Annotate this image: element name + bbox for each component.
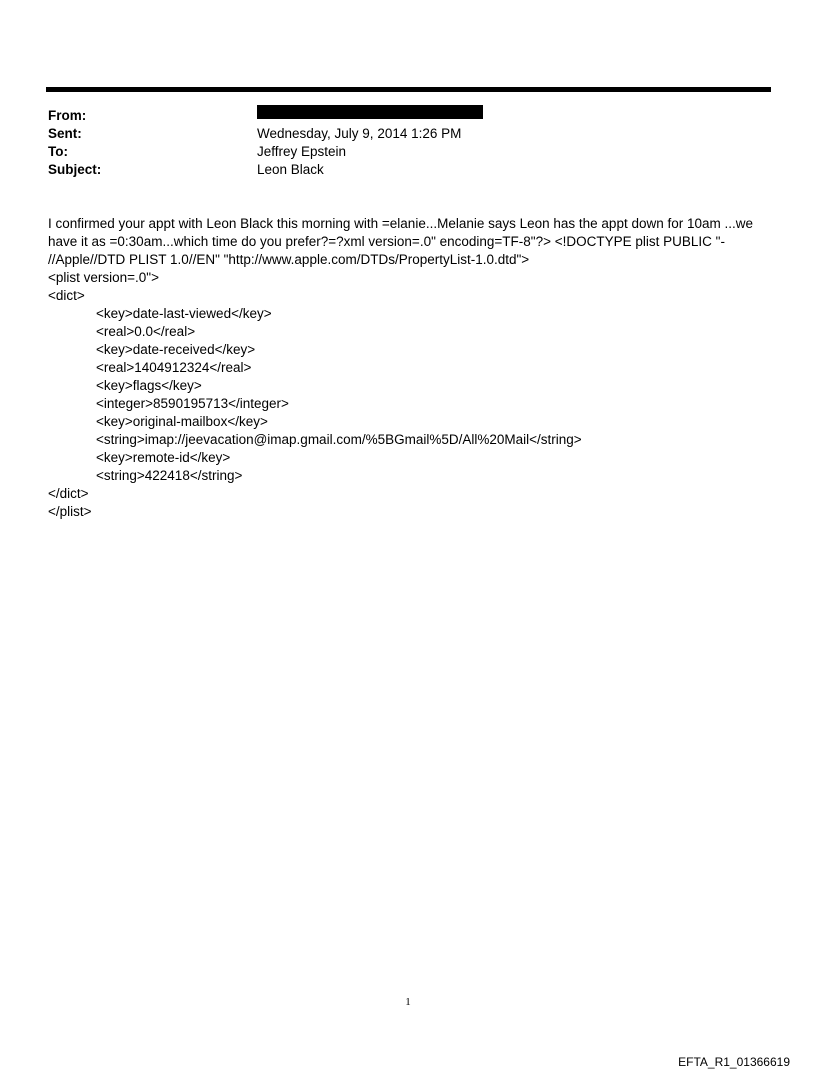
to-label: To: xyxy=(48,144,68,159)
dict-line: <string>422418</string> xyxy=(96,468,243,483)
email-header xyxy=(48,107,768,179)
document-id: EFTA_R1_01366619 xyxy=(678,1055,790,1069)
dict-line: <integer>8590195713</integer> xyxy=(96,396,289,411)
subject-value: Leon Black xyxy=(257,162,324,177)
sent-value: Wednesday, July 9, 2014 1:26 PM xyxy=(257,126,462,141)
sent-row xyxy=(48,125,768,143)
from-row xyxy=(48,107,768,125)
dict-line: <key>date-received</key> xyxy=(96,342,256,357)
email-body xyxy=(48,215,768,521)
from-value xyxy=(257,107,768,125)
body-line: have it as =0:30am...which time do you prefer?=?xml version=.0" encoding=TF-8"?> <!DOCTYPE plist PUBLIC "- xyxy=(48,234,725,249)
subject-label: Subject: xyxy=(48,162,102,177)
from-label: From: xyxy=(48,108,87,123)
dict-line: <key>remote-id</key> xyxy=(96,450,231,465)
dict-line: <key>original-mailbox</key> xyxy=(96,414,268,429)
body-line: //Apple//DTD PLIST 1.0//EN" "http://www.apple.com/DTDs/PropertyList-1.0.dtd"> xyxy=(48,252,530,267)
subject-row xyxy=(48,161,768,179)
dict-line: <key>date-last-viewed</key> xyxy=(96,306,272,321)
redaction-bar xyxy=(257,105,483,119)
dict-line: <string>imap://jeevacation@imap.gmail.com/%5BGmail%5D/All%20Mail</string> xyxy=(96,432,582,447)
dict-line: <real>0.0</real> xyxy=(96,324,196,339)
dict-close-line: </dict> xyxy=(48,486,89,501)
dict-line: <key>flags</key> xyxy=(96,378,202,393)
dict-open-line: <dict> xyxy=(48,288,85,303)
body-line: I confirmed your appt with Leon Black this morning with =elanie...Melanie says Leon has the appt down for 10am ...we xyxy=(48,216,754,231)
sent-label: Sent: xyxy=(48,126,82,141)
header-rule xyxy=(46,87,771,92)
page-number: 1 xyxy=(405,996,411,1008)
to-row xyxy=(48,143,768,161)
plist-close-line: </plist> xyxy=(48,504,92,519)
plist-open-line: <plist version=.0"> xyxy=(48,270,159,285)
to-value: Jeffrey Epstein xyxy=(257,144,347,159)
dict-line: <real>1404912324</real> xyxy=(96,360,252,375)
